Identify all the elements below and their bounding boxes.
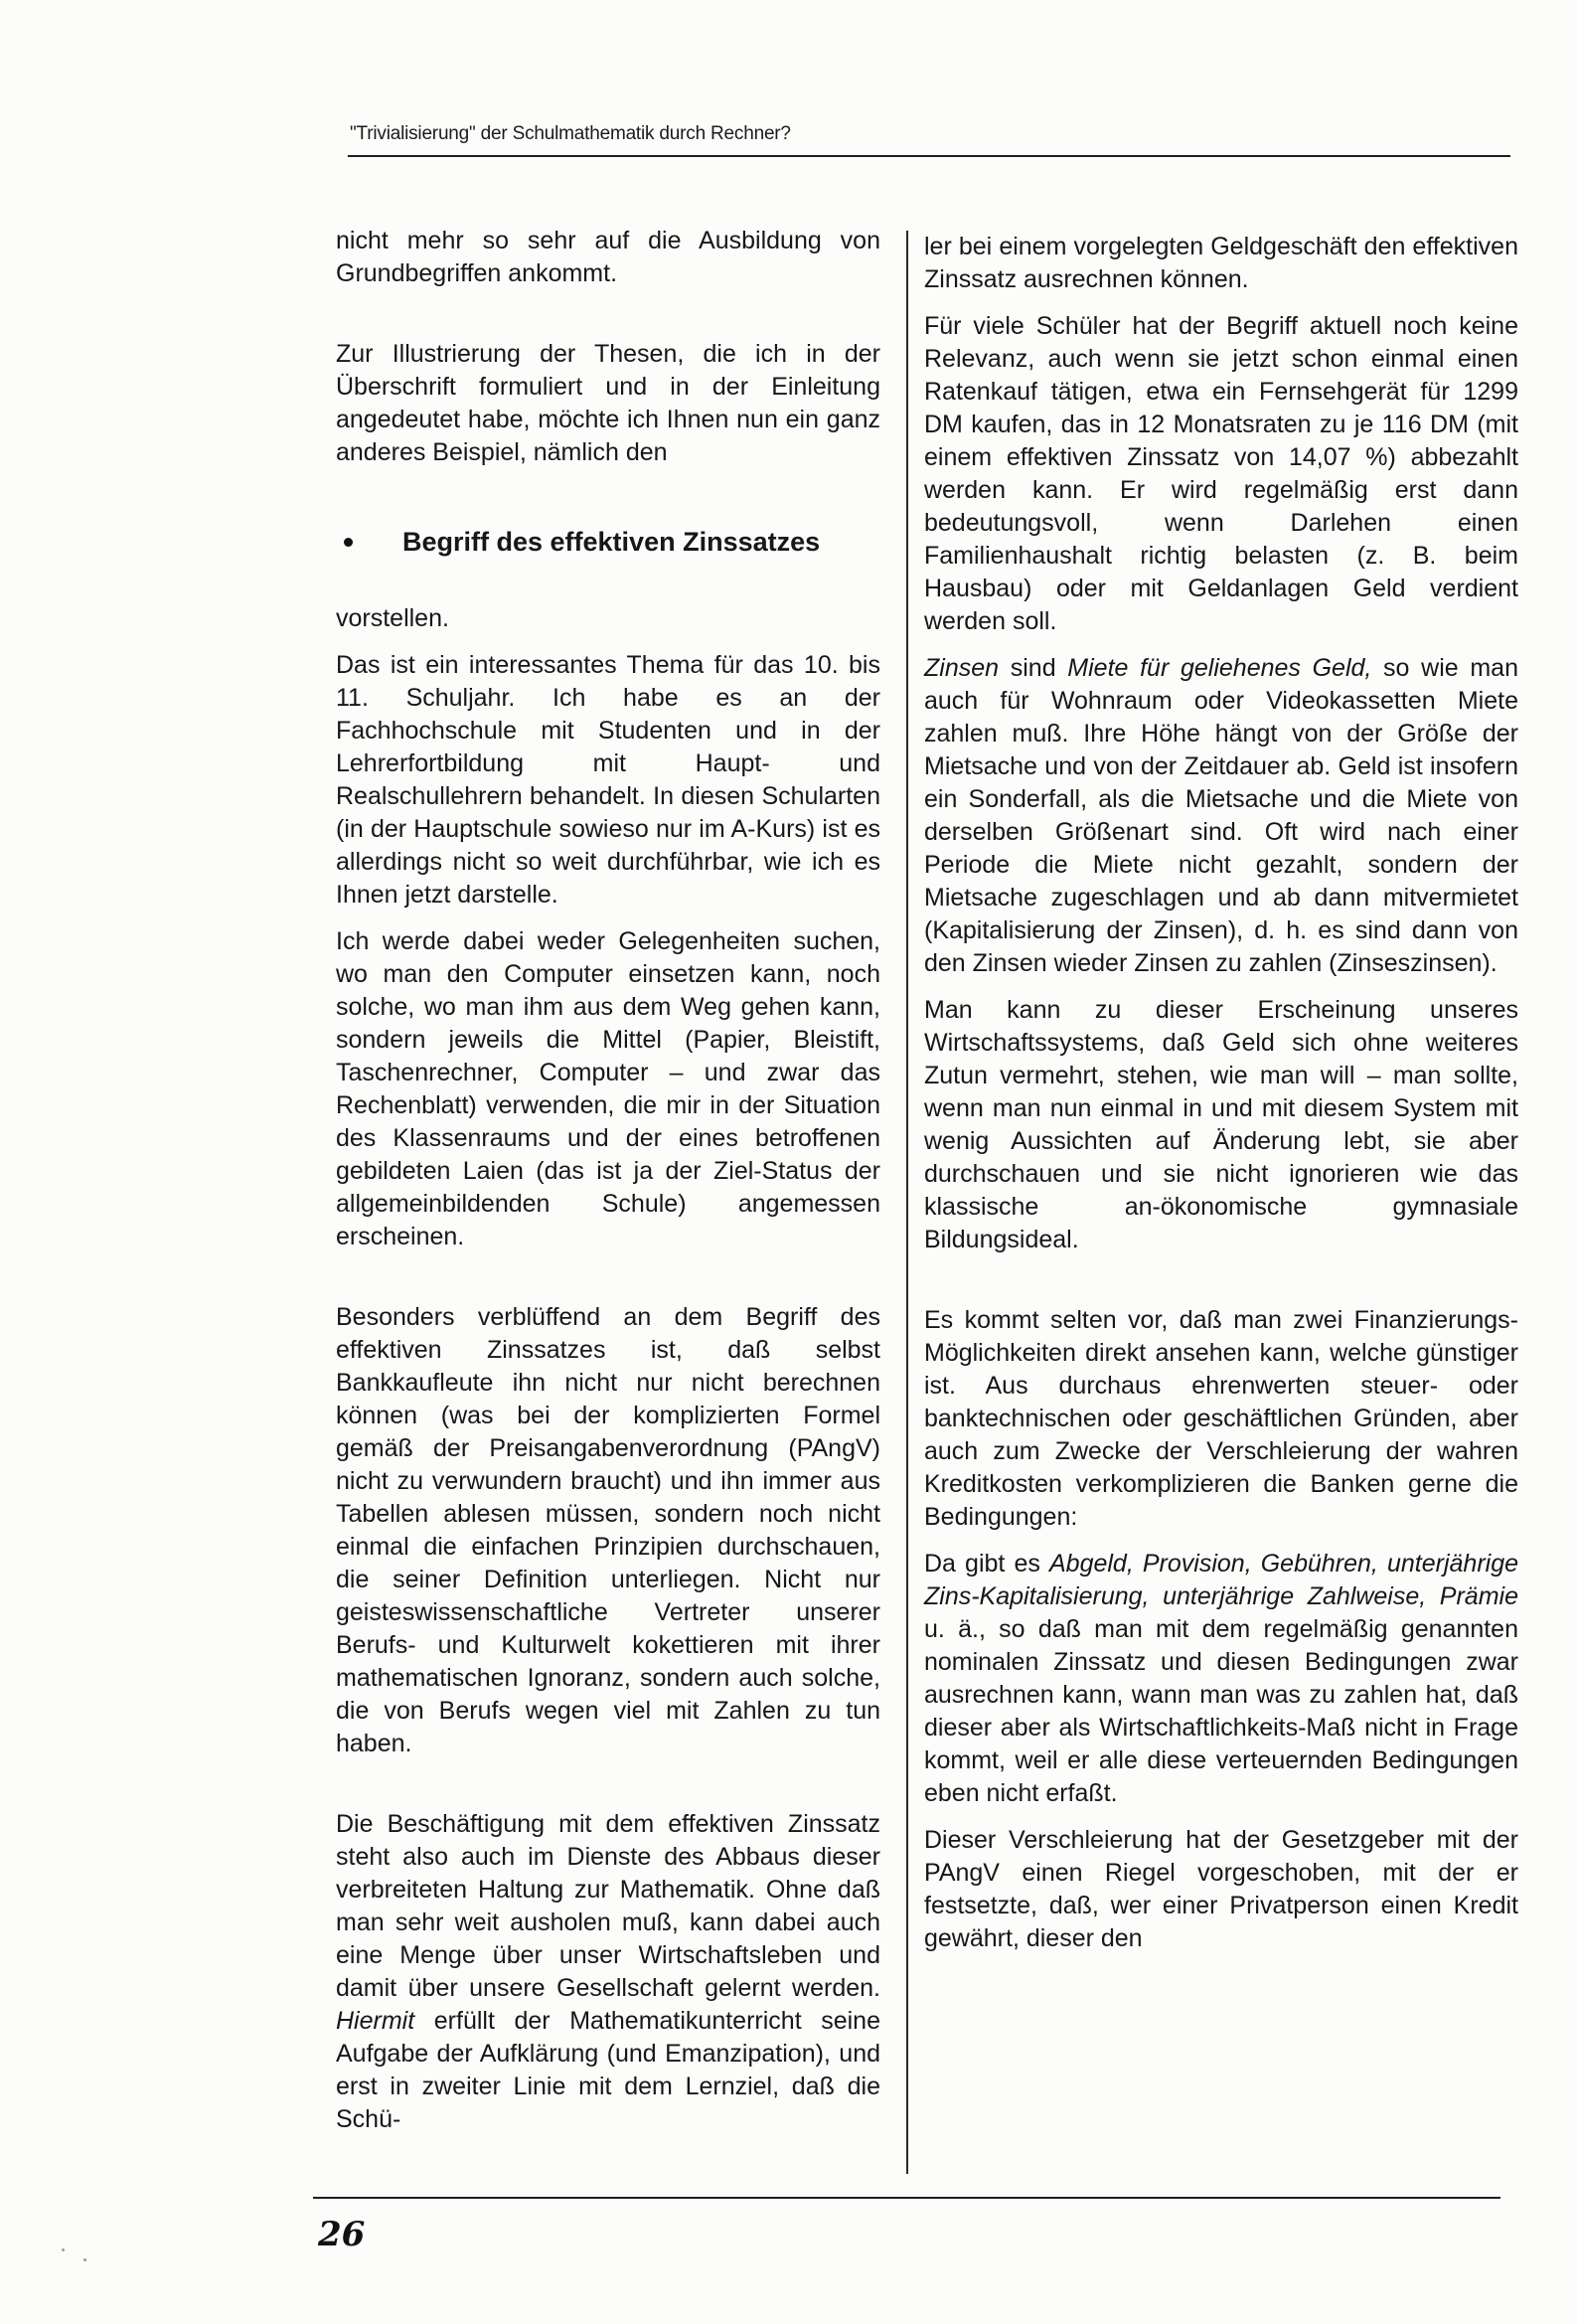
left-paragraph-5: Ich werde dabei weder Gelegenheiten suchen, wo man den Computer einsetzen kann, noch solche, wo man ihm aus dem Weg gehen kann, sondern jeweils die Mittel (Papier, Bleistift, Taschenrechner, Computer – und zwar das Rechenblatt) verwenden, die mir in der Situation des Klassenraums und der eines betroffenen gebildeten Laien (das ist ja der Ziel-Status der allgemeinbildenden Schule) angemessen erscheinen. (336, 927, 880, 1250)
right-paragraph-6-part-a: Da gibt es (924, 1550, 1040, 1577)
left-paragraph-7-part-a: Die Beschäftigung mit dem effektiven Zinssatz steht also auch im Dienste des Abbaus dieser verbreiteten Haltung zur Mathematik. Ohne daß man sehr weit ausholen muß, kann dabei auch eine Menge über unser Wirtschaftsleben und damit über unsere Gesellschaft gelernt werden. (336, 1810, 880, 2002)
left-paragraph-7 (336, 1808, 880, 2136)
scan-speck (83, 2258, 86, 2261)
right-paragraph-3-emphasis-1: Zinsen (924, 654, 1000, 682)
page-number: 26 (318, 2215, 366, 2254)
left-paragraph-4: Das ist ein interessantes Thema für das 10. bis 11. Schuljahr. Ich habe es an der Fachhochschule mit Studenten und in der Lehrerfortbildung mit Haupt- und Realschullehrern behandelt. In diesen Schularten (in der Hauptschule sowieso nur im A-Kurs) ist es allerdings nicht so weit durchführbar, wie ich es Ihnen jetzt darstelle. (336, 651, 880, 909)
left-paragraph-7-part-b: erfüllt der Mathematikunterricht seine Aufgabe der Aufklärung (und Emanzipation), und erst in zweiter Linie mit dem Lernziel, daß die Schü- (336, 2007, 880, 2133)
right-column (924, 231, 1518, 1969)
right-paragraph-6-part-b: u. ä., so daß man mit dem regelmäßig genannten nominalen Zinssatz und diesen Bedingungen zwar ausrechnen kann, wann man was zu zahlen hat, daß dieser aber als Wirtschaftlichkeits-Maß nicht in Frage kommt, weil er alle diese verteuernden Bedingungen eben nicht erfaßt. (924, 1615, 1518, 1807)
scan-speck (62, 2248, 65, 2251)
section-heading (344, 525, 880, 559)
right-paragraph-4: Man kann zu dieser Erscheinung unseres Wirtschaftssystems, daß Geld sich ohne weiteres Zutun vermehrt, stehen, wie man will – man sollte, wenn man nun einmal in und mit diesem System mit wenig Aussichten auf Änderung lebt, sie aber durchschauen und sie nicht ignorieren wie das klassische an-ökonomische gymnasiale Bildungsideal. (924, 996, 1518, 1253)
right-paragraph-5: Es kommt selten vor, daß man zwei Finanzierungs-Möglichkeiten direkt ansehen kann, welche günstiger ist. Aus durchaus ehrenwerten steuer- oder banktechnischen oder geschäftlichen Gründen, aber auch zum Zwecke der Verschleierung der wahren Kreditkosten verkomplizieren die Banken gerne die Bedingungen: (924, 1306, 1518, 1531)
right-paragraph-6 (924, 1548, 1518, 1810)
left-paragraph-6: Besonders verblüffend an dem Begriff des effektiven Zinssatzes ist, daß selbst Bankkaufleute ihn nicht nur nicht berechnen können (was bei der komplizierten Formel gemäß der Preisangabenverordnung (PAngV) nicht zu verwundern braucht) und ihn immer aus Tabellen ablesen müssen, sondern noch nicht einmal die einfachen Prinzipien durchschauen, die seiner Definition unterliegen. Nicht nur geisteswissenschaftliche Vertreter unserer Berufs- und Kulturwelt kokettieren mit ihrer mathematischen Ignoranz, sondern auch solche, die von Berufs wegen viel mit Zahlen zu tun haben. (336, 1303, 880, 1757)
header-rule (348, 155, 1510, 157)
left-paragraph-2: Zur Illustrierung der Thesen, die ich in der Überschrift formuliert und in der Einleitung angedeutet habe, möchte ich Ihnen nun ein ganz anderes Beispiel, nämlich den (336, 340, 880, 466)
bullet-icon (344, 538, 353, 547)
right-paragraph-6-emphasis: Abgeld, Provision, Gebühren, unterjährige Zins-Kapitalisierung, unterjährige Zahlweise, Prämie (924, 1550, 1519, 1610)
right-paragraph-3-part-b: so wie man auch für Wohnraum oder Videokassetten Miete zahlen muß. Ihre Höhe hängt von der Größe der Mietsache und von der Zeitdauer ab. Geld ist insofern ein Sonderfall, als die Mietsache und die Miete von derselben Größenart sind. Oft wird nach einer Periode die Miete nicht gezahlt, sondern der Mietsache zugeschlagen und ab dann mitvermietet (Kapitalisierung der Zinsen), d. h. es sind dann von den Zinsen wieder Zinsen zu zahlen (Zinseszinsen). (924, 654, 1518, 977)
right-paragraph-1: ler bei einem vorgelegten Geldgeschäft den effektiven Zinssatz ausrechnen können. (924, 233, 1518, 293)
left-paragraph-1: nicht mehr so sehr auf die Ausbildung von Grundbegriffen ankommt. (336, 227, 880, 287)
left-column (336, 225, 880, 2150)
footer-rule (313, 2197, 1500, 2199)
column-divider (906, 231, 908, 2174)
right-paragraph-7: Dieser Verschleierung hat der Gesetzgeber mit der PAngV einen Riegel vorgeschoben, mit der er festsetzte, daß, wer einer Privatperson einen Kredit gewährt, dieser den (924, 1826, 1518, 1952)
left-paragraph-3: vorstellen. (336, 604, 449, 632)
left-paragraph-7-emphasis: Hiermit (336, 2007, 415, 2035)
section-heading-text: Begriff des effektiven Zinssatzes (402, 527, 821, 557)
right-paragraph-3 (924, 652, 1518, 980)
right-paragraph-3-emphasis-2: Miete für geliehenes Geld, (1067, 654, 1372, 682)
right-paragraph-2: Für viele Schüler hat der Begriff aktuell noch keine Relevanz, auch wenn sie jetzt schon einmal einen Ratenkauf tätigen, etwa ein Fernsehgerät für 1299 DM kaufen, das in 12 Monatsraten zu je 116 DM (mit einem effektiven Zinssatz von 14,07 %) abbezahlt werden kann. Er wird regelmäßig erst dann bedeutungsvoll, wenn Darlehen einen Familienhaushalt richtig belasten (z. B. beim Hausbau) oder mit Geldanlagen Geld verdient werden soll. (924, 312, 1518, 635)
running-title: "Trivialisierung" der Schulmathematik durch Rechner? (350, 123, 791, 144)
right-paragraph-3-part-a: sind (1010, 654, 1056, 682)
